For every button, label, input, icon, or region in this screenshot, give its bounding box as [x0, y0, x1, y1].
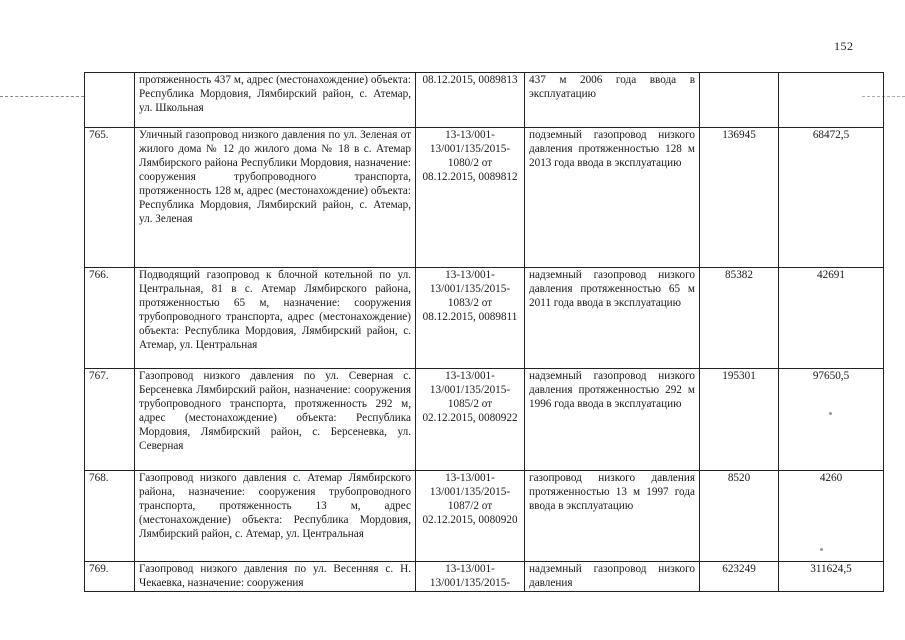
register-table-body: [85, 73, 884, 592]
row-number-cell: 769.: [85, 562, 135, 592]
table-row: [85, 268, 884, 369]
registration-record-cell: 08.12.2015, 0089813: [416, 73, 525, 128]
registration-record-cell: 13-13/001-13/001/135/2015-1085/2 от 02.12.2015, 0080922: [416, 369, 525, 471]
characteristics-cell: 437 м 2006 года ввода в эксплуатацию: [525, 73, 700, 128]
residual-value-cell: 97650,5: [779, 369, 884, 471]
row-number-cell: 765.: [85, 128, 135, 268]
book-value-cell: [700, 73, 779, 128]
scan-artifact-line: [0, 96, 84, 97]
residual-value-cell: 42691: [779, 268, 884, 369]
object-description-cell: Уличный газопровод низкого давления по ул. Зеленая от жилого дома № 12 до жилого дома № 18 в с. Атемар Лямбирского района Республики Мордовия, назначение: сооружения трубопроводного транспорта, протяженность 128 м, адрес (местонахождение) объекта: Республика Мордовия, Лямбирский район, с. Атемар, ул. Зеленая: [135, 128, 416, 268]
characteristics-cell: надземный газопровод низкого давления протяженностью 292 м 1996 года ввода в эксплуатацию: [525, 369, 700, 471]
row-number-cell: 767.: [85, 369, 135, 471]
registration-record-cell: 13-13/001-13/001/135/2015-1087/2 от 02.12.2015, 0080920: [416, 471, 525, 562]
characteristics-cell: подземный газопровод низкого давления протяженностью 128 м 2013 года ввода в эксплуатацию: [525, 128, 700, 268]
row-number-cell: 768.: [85, 471, 135, 562]
residual-value-cell: 4260: [779, 471, 884, 562]
registration-record-cell: 13-13/001-13/001/135/2015-1080/2 от 08.12.2015, 0089812: [416, 128, 525, 268]
book-value-cell: 8520: [700, 471, 779, 562]
scan-speck: [820, 548, 823, 551]
row-number-cell: [85, 73, 135, 128]
book-value-cell: 136945: [700, 128, 779, 268]
object-description-cell: Газопровод низкого давления с. Атемар Лямбирского района, назначение: сооружения трубопроводного транспорта, протяженность 13 м, адрес (местонахождение) объекта: Республика Мордовия, Лямбирский район, с. Атемар, ул. Центральная: [135, 471, 416, 562]
object-description-cell: Газопровод низкого давления по ул. Весенняя с. Н. Чекаевка, назначение: сооружения: [135, 562, 416, 592]
object-description-cell: Подводящий газопровод к блочной котельной по ул. Центральная, 81 в с. Атемар Лямбирского района, протяженностью 65 м, назначение: сооружения трубопроводного транспорта, адрес (местонахождение) объекта: Республика Мордовия, Лямбирский район, с. Атемар, ул. Центральная: [135, 268, 416, 369]
book-value-cell: 623249: [700, 562, 779, 592]
residual-value-cell: [779, 73, 884, 128]
residual-value-cell: 68472,5: [779, 128, 884, 268]
book-value-cell: 195301: [700, 369, 779, 471]
table-row: [85, 471, 884, 562]
row-number-cell: 766.: [85, 268, 135, 369]
table-row: [85, 369, 884, 471]
table-row: [85, 128, 884, 268]
object-description-cell: протяженность 437 м, адрес (местонахождение) объекта: Республика Мордовия, Лямбирский район, с. Атемар, ул. Школьная: [135, 73, 416, 128]
registration-record-cell: 13-13/001-13/001/135/2015-: [416, 562, 525, 592]
scan-speck: [829, 412, 832, 415]
table-row: [85, 73, 884, 128]
book-value-cell: 85382: [700, 268, 779, 369]
registration-record-cell: 13-13/001-13/001/135/2015-1083/2 от 08.12.2015, 0089811: [416, 268, 525, 369]
characteristics-cell: надземный газопровод низкого давления протяженностью 65 м 2011 года ввода в эксплуатацию: [525, 268, 700, 369]
residual-value-cell: 311624,5: [779, 562, 884, 592]
page-number: 152: [834, 39, 854, 53]
property-register-table: [84, 72, 884, 592]
object-description-cell: Газопровод низкого давления по ул. Северная с. Берсеневка Лямбирский район, назначение: сооружения трубопроводного транспорта, протяженность 292 м, адрес (местонахождение) объекта: Республика Мордовия, Лямбирский район, с. Берсеневка, ул. Северная: [135, 369, 416, 471]
characteristics-cell: надземный газопровод низкого давления: [525, 562, 700, 592]
table-row: [85, 562, 884, 592]
characteristics-cell: газопровод низкого давления протяженностью 13 м 1997 года ввода в эксплуатацию: [525, 471, 700, 562]
